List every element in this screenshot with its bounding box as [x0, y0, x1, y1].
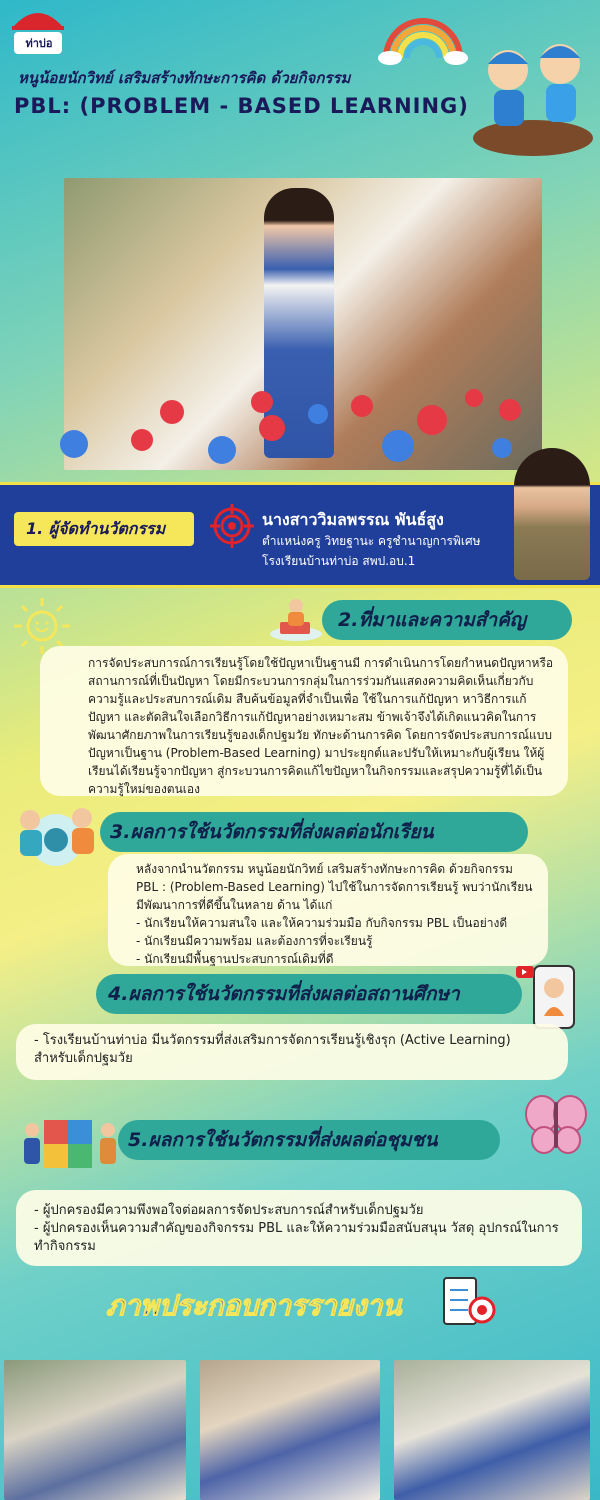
- reaction-icons: [60, 384, 550, 464]
- title-line-1: หนูน้อยนักวิทย์ เสริมสร้างทักษะการคิด ด้วยกิจกรรม: [18, 69, 351, 87]
- innovator-school: โรงเรียนบ้านท่าบ่อ สพป.อบ.1: [262, 554, 416, 568]
- checklist-target-icon: [440, 1272, 496, 1332]
- section3-item: - นักเรียนให้ความสนใจ และให้ความร่วมมือ กับกิจกรรม PBL เป็นอย่างดี: [136, 916, 508, 930]
- section5-heading: 5.ผลการใช้นวัตกรรมที่ส่งผลต่อชุมชน: [118, 1120, 500, 1160]
- innovator-role: ตำแหน่งครู วิทยฐานะ ครูชำนาญการพิเศษ: [262, 534, 481, 548]
- innovator-portrait: [514, 448, 590, 580]
- section4-card: [16, 1024, 568, 1080]
- rainbow-illustration: [378, 6, 468, 66]
- gallery-photo-3: [394, 1360, 590, 1500]
- section5-item: - ผู้ปกครองมีความพึงพอใจต่อผลการจัดประสบการณ์สำหรับเด็กปฐมวัย: [34, 1203, 424, 1218]
- phone-video-icon: [512, 962, 584, 1032]
- gallery-photo-2: [200, 1360, 380, 1500]
- section2-card: [40, 646, 568, 796]
- section3-card: [108, 854, 548, 966]
- logo-text: ท่าบ่อ: [25, 37, 53, 50]
- reading-person-icon: [266, 596, 326, 642]
- section3-item: - นักเรียนมีความพร้อม และต้องการที่จะเรียนรู้: [136, 934, 373, 948]
- butterfly-icon: [522, 1092, 590, 1158]
- section5-item: - ผู้ปกครองเห็นความสำคัญของกิจกรรม PBL และให้ความร่วมมือสนับสนุน วัสดุ อุปกรณ์ในการทำกิจกรรม: [34, 1221, 559, 1254]
- section4-heading: 4.ผลการใช้นวัตกรรมที่ส่งผลต่อสถานศึกษา: [96, 974, 522, 1014]
- section3-heading: 3.ผลการใช้นวัตกรรมที่ส่งผลต่อนักเรียน: [100, 812, 528, 852]
- school-logo: [6, 4, 70, 56]
- kids-illustration: [470, 20, 596, 160]
- section2-body: การจัดประสบการณ์การเรียนรู้โดยใช้ปัญหาเป็นฐานมี การดำเนินการโดยกำหนดปัญหาหรือสถานการณ์ที่เป็นปัญหา โดยมีกระบวนการกลุ่มในการร่วมกันแสดงความคิดเห็นเกี่ยวกับความรู้และประสบการณ์เดิม สืบค้นข้อมูลที่จำเป็นเพื่อ ใช้ในการแก้ปัญหา หาวิธีการแก้ปัญหา และตัดสินใจเลือกวิธีการแก้ปัญหาอย่างเหมาะสม ข้าพเจ้าจึงได้เกิดแนวคิดในการพัฒนาศักยภาพในการเรียนรู้ของเด็กปฐมวัย ทักษะด้านการคิด โดยการจัดประสบการณ์แบบปัญหาเป็นฐาน (Problem-Based Learning) มาประยุกต์และปรับให้เหมาะกับผู้เรียน ให้ผู้เรียนได้เรียนรู้จากปัญหา สู่กระบวนการคิดแก้ไขปัญหาในกิจกรรมและสรุปความรู้ที่ได้เป็นความรู้ใหม่ของตนเอง: [88, 656, 554, 796]
- team-illustration: [10, 800, 102, 874]
- section3-item: - นักเรียนมีพื้นฐานประสบการณ์เดิมที่ดี: [136, 952, 334, 966]
- gallery-photo-1: [4, 1360, 186, 1500]
- gallery-heading: ภาพประกอบการรายงาน: [106, 1289, 402, 1322]
- innovator-tag: 1. ผู้จัดทำนวัตกรรม: [14, 512, 194, 546]
- section4-body: - โรงเรียนบ้านท่าบ่อ มีนวัตกรรมที่ส่งเสริมการจัดการเรียนรู้เชิงรุก (Active Learning) สำหรับเด็กปฐมวัย: [34, 1033, 511, 1066]
- title-line-2: PBL: (PROBLEM - BASED LEARNING): [14, 94, 469, 118]
- innovator-name: นางสาววิมลพรรณ พันธ์สูง: [262, 510, 444, 529]
- section3-intro: หลังจากนำนวัตกรรม หนูน้อยนักวิทย์ เสริมสร้างทักษะการคิด ด้วยกิจกรรม PBL : (Problem-Based Learning) ไปใช้ในการจัดการเรียนรู้ พบว่านักเรียนมีพัฒนาการที่ดีขึ้นในหลาย ด้าน ได้แก่: [136, 862, 533, 912]
- section2-heading: 2.ที่มาและความสำคัญ: [322, 600, 572, 640]
- target-icon: [210, 504, 254, 548]
- section5-card: [16, 1190, 582, 1266]
- puzzle-teamwork-illustration: [18, 1100, 122, 1180]
